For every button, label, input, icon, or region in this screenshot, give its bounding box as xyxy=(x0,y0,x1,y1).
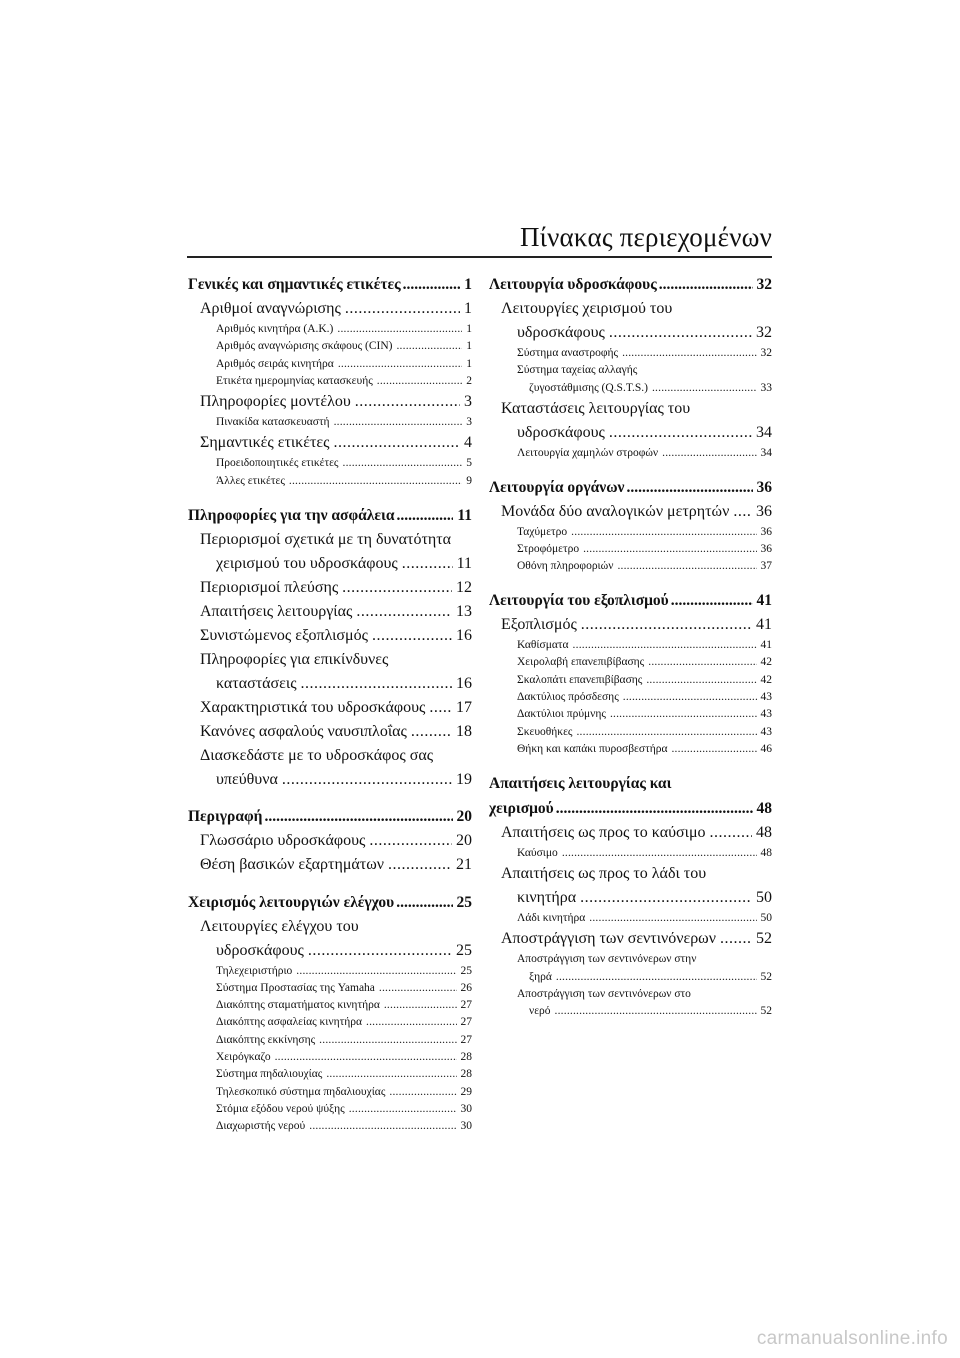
toc-subentry[interactable]: ξηρά ..... 52 xyxy=(489,969,772,986)
toc-subentry[interactable]: Καθίσματα ..... 41 xyxy=(489,637,772,654)
toc-entry[interactable]: κινητήρα ..... 50 xyxy=(489,886,772,910)
toc-subentry[interactable]: Διαχωριστής νερού ..... 30 xyxy=(188,1118,472,1135)
toc-entry[interactable]: Απαιτήσεις ως προς το καύσιμο ..... 48 xyxy=(489,821,772,845)
toc-entry-line1[interactable]: Λειτουργίες ελέγχου του xyxy=(200,917,359,935)
toc-entry[interactable]: Αποστράγγιση των σεντινόνερων ..... 52 xyxy=(489,927,772,951)
toc-subentry-line1[interactable]: Αποστράγγιση των σεντινόνερων στην xyxy=(517,953,697,966)
toc-section-heading[interactable]: χειρισμού ..... 48 xyxy=(489,796,772,821)
toc-subentry[interactable]: Χειρόγκαζο ..... 28 xyxy=(188,1049,472,1066)
toc-entry[interactable]: Πληροφορίες μοντέλου ..... 3 xyxy=(188,390,472,414)
toc-subentry[interactable]: Προειδοποιητικές ετικέτες ..... 5 xyxy=(188,455,472,472)
toc-entry-line1[interactable]: Διασκεδάστε με το υδροσκάφος σας xyxy=(200,746,434,764)
toc-subentry[interactable]: ζυγοστάθμισης (Q.S.T.S.) ..... 33 xyxy=(489,380,772,397)
toc-section-heading-line1[interactable]: Απαιτήσεις λειτουργίας και xyxy=(489,774,672,792)
toc-entry[interactable]: υδροσκάφους ..... 32 xyxy=(489,321,772,345)
toc-section-heading[interactable]: Λειτουργία οργάνων ..... 36 xyxy=(489,475,772,500)
toc-subentry[interactable]: Πινακίδα κατασκευαστή ..... 3 xyxy=(188,414,472,431)
toc-entry[interactable]: Σημαντικές ετικέτες ..... 4 xyxy=(188,431,472,455)
toc-subentry[interactable]: Σύστημα πηδαλιουχίας ..... 28 xyxy=(188,1066,472,1083)
toc-subentry[interactable]: Δακτύλιοι πρύμνης ..... 43 xyxy=(489,706,772,723)
toc-entry[interactable]: καταστάσεις ..... 16 xyxy=(188,672,472,696)
section-gap xyxy=(188,792,472,805)
toc-subentry[interactable]: Θήκη και καπάκι πυροσβεστήρα ..... 46 xyxy=(489,741,772,758)
toc-subentry[interactable]: Τηλεσκοπικό σύστημα πηδαλιουχίας ..... 29 xyxy=(188,1084,472,1101)
toc-entry[interactable]: Εξοπλισμός ..... 41 xyxy=(489,613,772,637)
toc-subentry[interactable]: Σκευοθήκες ..... 43 xyxy=(489,724,772,741)
toc-entry-line1[interactable]: Απαιτήσεις ως προς το λάδι του xyxy=(501,864,707,882)
toc-subentry[interactable]: νερό ..... 52 xyxy=(489,1003,772,1020)
toc-subentry[interactable]: Καύσιμο ..... 48 xyxy=(489,845,772,862)
toc-entry[interactable]: Αριθμοί αναγνώρισης ..... 1 xyxy=(188,297,472,321)
toc-subentry[interactable]: Τηλεχειριστήριο ..... 25 xyxy=(188,963,472,980)
toc-section-heading[interactable]: Περιγραφή ..... 20 xyxy=(188,804,472,829)
toc-entry[interactable]: χειρισμού του υδροσκάφους ..... 11 xyxy=(188,552,472,576)
toc-entry[interactable]: Συνιστώμενος εξοπλισμός ..... 16 xyxy=(188,624,472,648)
toc-section-heading[interactable]: Λειτουργία του εξοπλισμού ..... 41 xyxy=(489,588,772,613)
toc-entry[interactable]: υπεύθυνα ..... 19 xyxy=(188,768,472,792)
toc-entry[interactable]: Θέση βασικών εξαρτημάτων ..... 21 xyxy=(188,853,472,877)
toc-section-heading[interactable]: Πληροφορίες για την ασφάλεια ..... 11 xyxy=(188,503,472,528)
toc-subentry[interactable]: Λάδι κινητήρα ..... 50 xyxy=(489,910,772,927)
toc-subentry-line1[interactable]: Αποστράγγιση των σεντινόνερων στο xyxy=(517,987,691,1000)
toc-subentry[interactable]: Αριθμός κινητήρα (Α.Κ.) ..... 1 xyxy=(188,321,472,338)
watermark: carmanualsonline.info xyxy=(756,1328,948,1349)
toc-subentry[interactable]: Ετικέτα ημερομηνίας κατασκευής ..... 2 xyxy=(188,373,472,390)
toc-subentry[interactable]: Σκαλοπάτι επανεπιβίβασης ..... 42 xyxy=(489,672,772,689)
toc-subentry[interactable]: Αριθμός αναγνώρισης σκάφους (CIN) ..... 1 xyxy=(188,338,472,355)
section-gap xyxy=(489,758,772,771)
toc-section-heading[interactable]: Χειρισμός λειτουργιών ελέγχου ..... 25 xyxy=(188,890,472,915)
title-divider xyxy=(187,256,772,258)
toc-entry[interactable]: Απαιτήσεις λειτουργίας ..... 13 xyxy=(188,600,472,624)
toc-section-heading[interactable]: Λειτουργία υδροσκάφους ..... 32 xyxy=(489,272,772,297)
section-gap xyxy=(188,490,472,503)
toc-subentry[interactable]: Δακτύλιος πρόσδεσης ..... 43 xyxy=(489,689,772,706)
toc-subentry[interactable]: Διακόπτης εκκίνησης ..... 27 xyxy=(188,1032,472,1049)
toc-subentry[interactable]: Χειρολαβή επανεπιβίβασης ..... 42 xyxy=(489,654,772,671)
toc-subentry[interactable]: Λειτουργία χαμηλών στροφών ..... 34 xyxy=(489,445,772,462)
toc-subentry[interactable]: Σύστημα Προστασίας της Yamaha ..... 26 xyxy=(188,980,472,997)
toc-entry[interactable]: Μονάδα δύο αναλογικών μετρητών ..... 36 xyxy=(489,500,772,524)
toc-entry-line1[interactable]: Λειτουργίες χειρισμού του xyxy=(501,300,673,317)
toc-entry-line1[interactable]: Καταστάσεις λειτουργίας του xyxy=(501,399,691,417)
toc-entry[interactable]: υδροσκάφους ..... 34 xyxy=(489,421,772,445)
toc-section-heading[interactable]: Γενικές και σημαντικές ετικέτες ..... 1 xyxy=(188,272,472,297)
toc-subentry[interactable]: Στόμια εξόδου νερού ψύξης ..... 30 xyxy=(188,1101,472,1118)
toc-subentry[interactable]: Οθόνη πληροφοριών ..... 37 xyxy=(489,558,772,575)
toc-subentry[interactable]: Διακόπτης σταματήματος κινητήρα ..... 27 xyxy=(188,997,472,1014)
toc-subentry[interactable]: Ταχύμετρο ..... 36 xyxy=(489,524,772,541)
section-gap xyxy=(489,576,772,589)
toc-entry[interactable]: υδροσκάφους ..... 25 xyxy=(188,939,472,963)
section-gap xyxy=(188,877,472,890)
toc-entry-line1[interactable]: Πληροφορίες για επικίνδυνες xyxy=(200,650,389,668)
toc-left-column xyxy=(188,272,472,1136)
page-title: Πίνακας περιεχομένων xyxy=(519,222,772,252)
toc-entry-line1[interactable]: Περιορισμοί σχετικά με τη δυνατότητα xyxy=(200,530,452,548)
toc-entry[interactable]: Χαρακτηριστικά του υδροσκάφους ..... 17 xyxy=(188,696,472,720)
toc-entry[interactable]: Περιορισμοί πλεύσης ..... 12 xyxy=(188,576,472,600)
toc-right-column xyxy=(489,272,772,1020)
toc-subentry[interactable]: Αριθμός σειράς κινητήρα ..... 1 xyxy=(188,356,472,373)
toc-subentry[interactable]: Στροφόμετρο ..... 36 xyxy=(489,541,772,558)
toc-subentry[interactable]: Άλλες ετικέτες ..... 9 xyxy=(188,473,472,490)
toc-entry[interactable]: Κανόνες ασφαλούς ναυσιπλοΐας ..... 18 xyxy=(188,720,472,744)
section-gap xyxy=(489,462,772,475)
toc-entry[interactable]: Γλωσσάριο υδροσκάφους ..... 20 xyxy=(188,829,472,853)
toc-subentry[interactable]: Σύστημα αναστροφής ..... 32 xyxy=(489,345,772,362)
toc-subentry[interactable]: Διακόπτης ασφαλείας κινητήρα ..... 27 xyxy=(188,1014,472,1031)
toc-subentry-line1[interactable]: Σύστημα ταχείας αλλαγής xyxy=(517,364,638,377)
